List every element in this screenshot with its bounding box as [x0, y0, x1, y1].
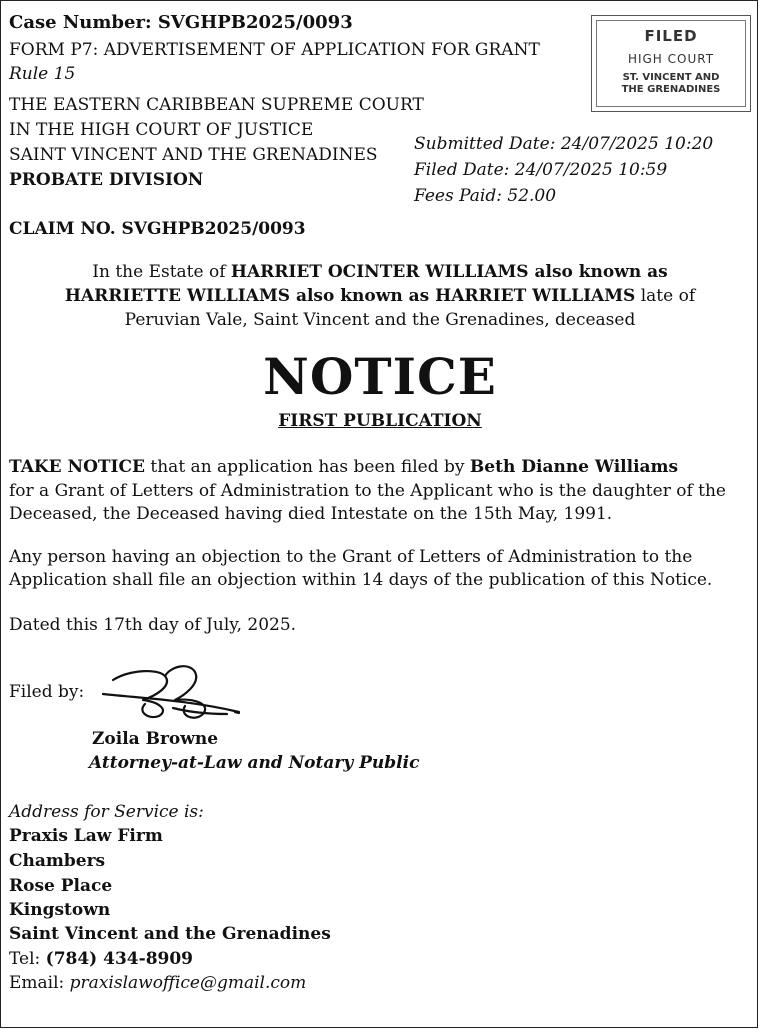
court-line-1: THE EASTERN CARIBBEAN SUPREME COURT [9, 95, 424, 115]
attorney-name: Zoila Browne [92, 729, 219, 749]
email [9, 973, 306, 993]
notice-subtitle: FIRST PUBLICATION [278, 411, 482, 431]
body-p2-line-2: Application shall file an objection within 14 days of the publication of this Notice. [9, 570, 713, 590]
body-p2-line-1: Any person having an objection to the Grant of Letters of Administration to the [9, 547, 693, 567]
stamp-court: HIGH COURT [627, 52, 715, 66]
take-notice-lead: TAKE NOTICE [9, 457, 145, 477]
filed-stamp [591, 15, 751, 112]
fees-paid: Fees Paid: 52.00 [414, 186, 557, 206]
address-line-street: Rose Place [9, 876, 113, 896]
estate-line-1 [1, 262, 758, 282]
address-line-city: Kingstown [9, 900, 111, 920]
body-p1-text: that an application has been filed by [145, 457, 470, 477]
court-line-3: SAINT VINCENT AND THE GRENADINES [9, 145, 378, 165]
estate-name-1: HARRIET OCINTER WILLIAMS also known as [230, 262, 668, 282]
telephone [9, 949, 193, 969]
applicant-name: Beth Dianne Williams [469, 457, 679, 477]
address-line-country: Saint Vincent and the Grenadines [9, 924, 331, 944]
estate-prefix: In the Estate of [92, 262, 231, 282]
body-p1-line-1 [9, 457, 678, 477]
estate-line-3: Peruvian Vale, Saint Vincent and the Grenadines, deceased [124, 310, 636, 330]
body-p1-line-3: Deceased, the Deceased having died Intestate on the 15th May, 1991. [9, 504, 613, 524]
handwritten-signature [99, 656, 249, 726]
body-p1-line-2: for a Grant of Letters of Administration to the Applicant who is the daughter of the [9, 481, 726, 501]
address-heading: Address for Service is: [9, 802, 204, 822]
estate-line-2 [1, 286, 758, 306]
submitted-date: Submitted Date: 24/07/2025 10:20 [414, 134, 714, 154]
estate-suffix: late of [635, 286, 696, 306]
court-line-2: IN THE HIGH COURT OF JUSTICE [9, 120, 314, 140]
attorney-title: Attorney-at-Law and Notary Public [89, 753, 420, 773]
division: PROBATE DIVISION [9, 170, 204, 190]
address-line-firm: Praxis Law Firm [9, 826, 163, 846]
claim-number: CLAIM NO. SVGHPB2025/0093 [9, 219, 306, 239]
filed-by-label: Filed by: [9, 682, 85, 702]
filed-date: Filed Date: 24/07/2025 10:59 [414, 160, 668, 180]
stamp-jurisdiction-2: THE GRENADINES [621, 84, 721, 95]
stamp-status: FILED [644, 27, 698, 45]
dated-line: Dated this 17th day of July, 2025. [9, 615, 297, 635]
stamp-jurisdiction-1: ST. VINCENT AND [622, 72, 720, 83]
tel-label: Tel: [9, 949, 46, 969]
address-line-chambers: Chambers [9, 851, 106, 871]
estate-name-2: HARRIETTE WILLIAMS also known as HARRIET WILLIAMS [64, 286, 636, 306]
tel-number: (784) 434-8909 [45, 949, 194, 969]
form-title: FORM P7: ADVERTISEMENT OF APPLICATION FOR GRANT [9, 40, 540, 60]
email-address: praxislawoffice@gmail.com [69, 973, 307, 993]
notice-title: NOTICE [263, 347, 497, 406]
email-label: Email: [9, 973, 70, 993]
case-number: Case Number: SVGHPB2025/0093 [9, 12, 353, 33]
rule-reference: Rule 15 [9, 64, 76, 84]
